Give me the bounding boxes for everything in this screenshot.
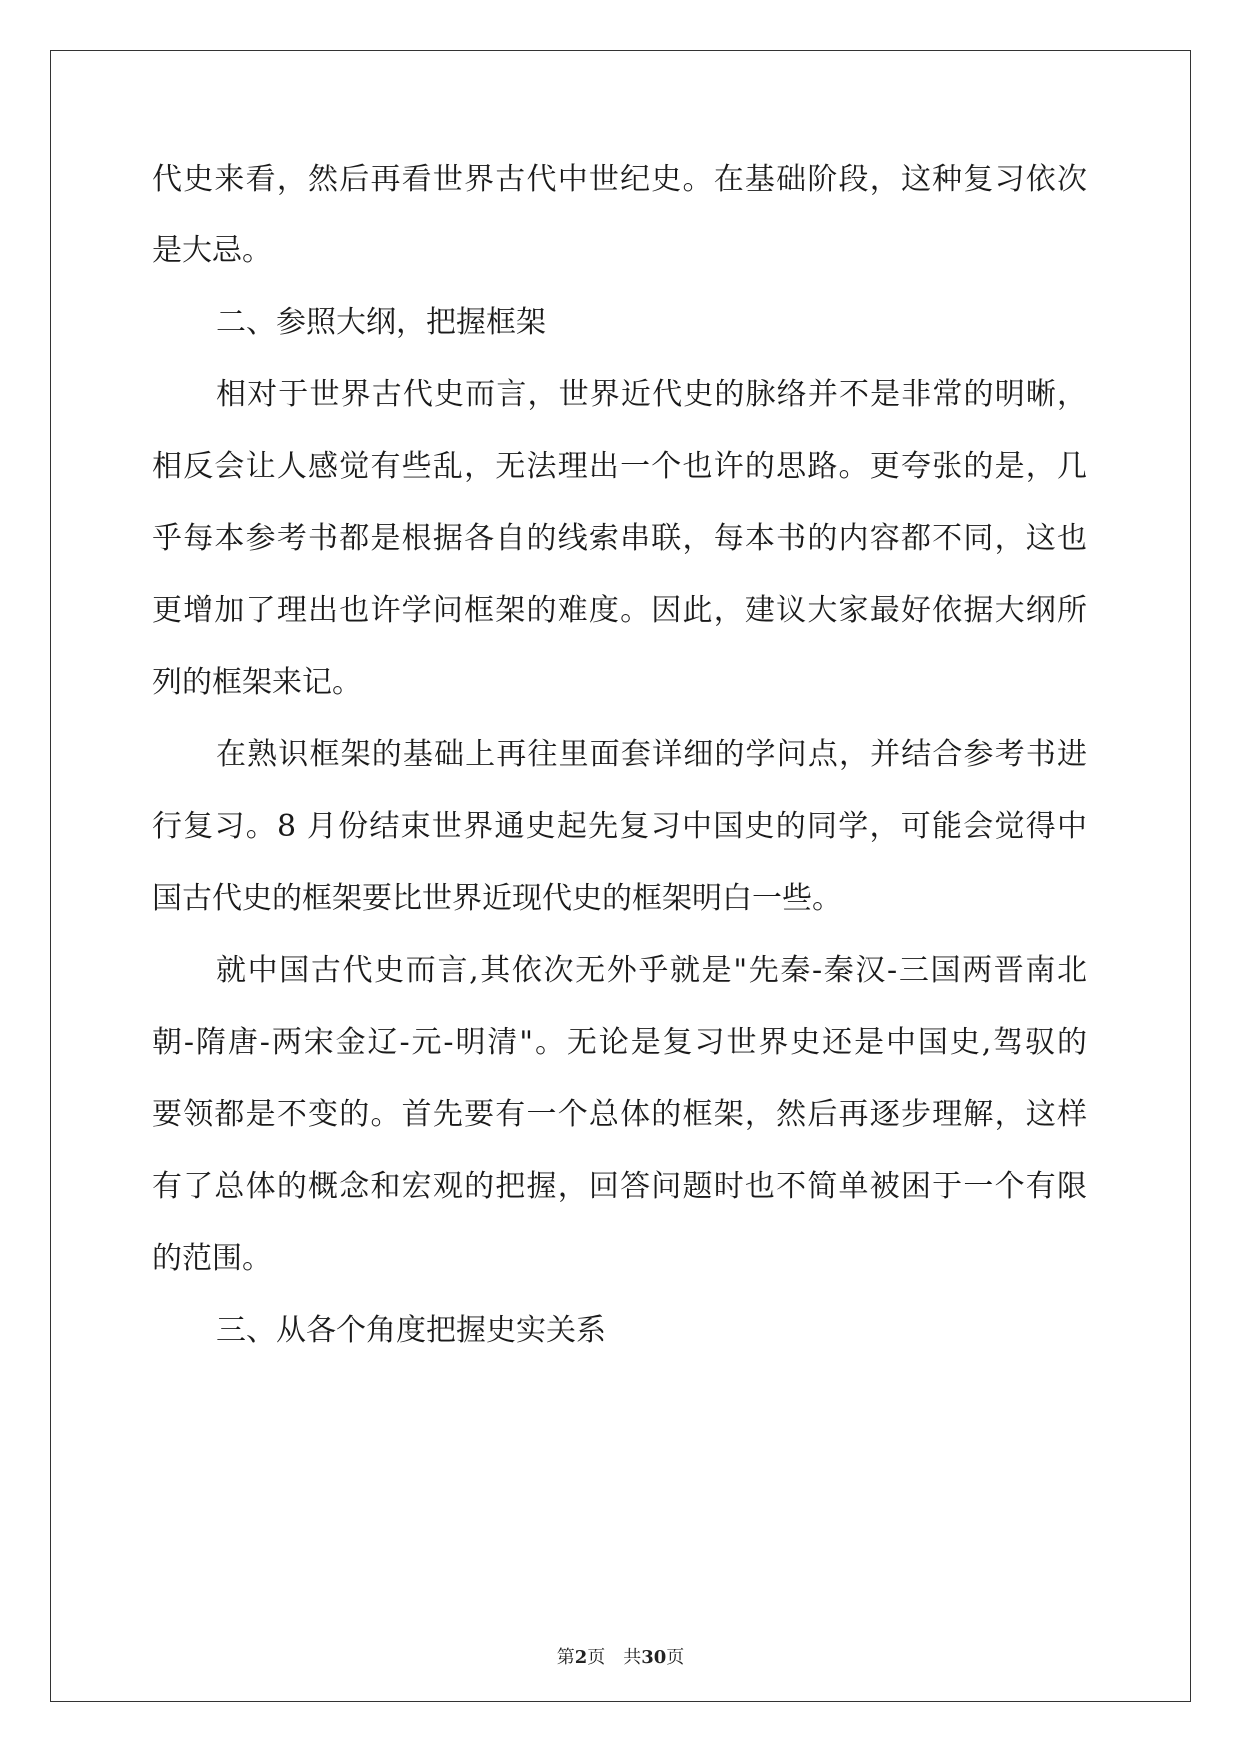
text-line: 行复习。8 月份结束世界通史起先复习中国史的同学，可能会觉得中 — [152, 809, 1087, 844]
text-line: 朝-隋唐-两宋金辽-元-明清"。无论是复习世界史还是中国史,驾驭的 — [152, 1025, 1087, 1060]
total-pages: 30 — [641, 1647, 667, 1668]
text-line: 是大忌。 — [152, 233, 272, 268]
section-heading: 二、参照大纲，把握框架 — [216, 305, 546, 340]
text-line: 有了总体的概念和宏观的把握，回答问题时也不简单被困于一个有限 — [152, 1169, 1087, 1204]
text-line: 在熟识框架的基础上再往里面套详细的学问点，并结合参考书进 — [216, 737, 1087, 772]
total-suffix: 页 — [666, 1647, 685, 1668]
text-line: 相对于世界古代史而言，世界近代史的脉络并不是非常的明晰， — [216, 377, 1087, 412]
text-line: 乎每本参考书都是根据各自的线索串联，每本书的内容都不同，这也 — [152, 521, 1087, 556]
page-prefix: 第 — [556, 1647, 575, 1668]
text-line: 要领都是不变的。首先要有一个总体的框架，然后再逐步理解，这样 — [152, 1097, 1087, 1132]
text-line: 更增加了理出也许学问框架的难度。因此，建议大家最好依据大纲所 — [152, 593, 1087, 628]
page-footer — [0, 1646, 1241, 1670]
total-prefix: 共 — [623, 1647, 642, 1668]
text-line: 代史来看，然后再看世界古代中世纪史。在基础阶段，这种复习依次 — [152, 162, 1087, 197]
text-line: 的范围。 — [152, 1241, 272, 1276]
text-line: 就中国古代史而言,其依次无外乎就是"先秦-秦汉-三国两晋南北 — [216, 953, 1087, 988]
page-number: 2 — [574, 1647, 588, 1668]
text-line: 国古代史的框架要比世界近现代史的框架明白一些。 — [152, 881, 842, 916]
section-heading: 三、从各个角度把握史实关系 — [216, 1313, 606, 1348]
page-suffix: 页 — [587, 1647, 606, 1668]
text-line: 列的框架来记。 — [152, 665, 362, 700]
text-line: 相反会让人感觉有些乱，无法理出一个也许的思路。更夸张的是，几 — [152, 449, 1087, 484]
page-frame — [50, 50, 1191, 1702]
